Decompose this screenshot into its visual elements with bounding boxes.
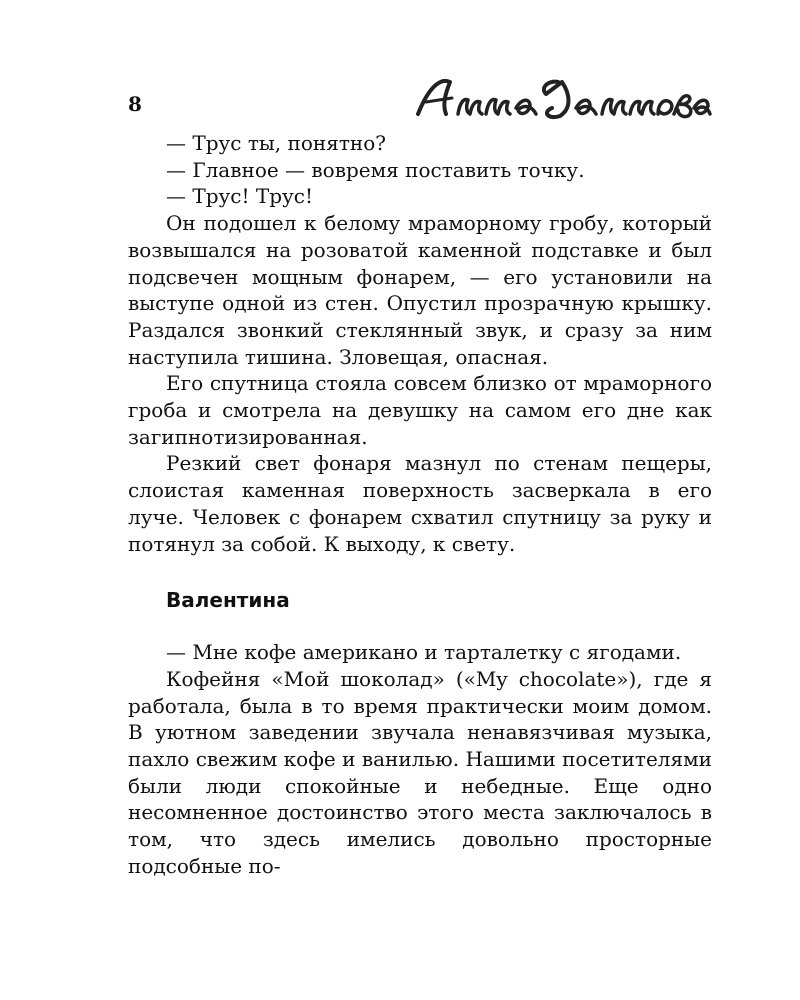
paragraph: Резкий свет фонаря мазнул по стенам пещеры, слоистая каменная поверхность засверкала в его луче. Человек с фонарем схватил спутницу за руку и потянул за собой. К выходу, к свету.: [128, 451, 712, 556]
page-header: [128, 74, 712, 126]
paragraph: — Главное — вовремя поставить точку.: [166, 157, 585, 182]
paragraph: Его спутница стояла совсем близко от мраморного гроба и смотрела на девушку на самом его дне как загипнотизированная.: [128, 371, 712, 449]
paragraph: — Мне кофе американо и тарталетку с ягодами.: [166, 640, 682, 665]
paragraph: Он подошел к белому мраморному гробу, который возвышался на розоватой каменной подставке и был подсвечен мощным фонарем, — его установили на выступе одной из стен. Опустил прозрачную крышку. Раздался звонкий стеклянный звук, и сразу за ним наступила тишина. Зловещая, опасная.: [128, 211, 712, 369]
paragraph: — Трус ты, понятно?: [166, 131, 386, 155]
paragraph: Кофейня «Мой шоколад» («My chocolate»), где я работала, была в то время практически моим домом. В уютном заведении звучала ненавязчивая музыка, пахло свежим кофе и ванилью. Нашими посетителями были люди спокойные и небедные. Еще одно несомненное достоинство этого места заключалось в том, что здесь имелись довольно просторные подсобные по-: [128, 666, 712, 878]
page-number: 8: [128, 92, 142, 116]
paragraph: — Трус! Трус!: [166, 184, 314, 209]
section-title: Валентина: [166, 588, 290, 613]
author-name-logo: [412, 74, 712, 122]
page-body: [128, 130, 712, 880]
